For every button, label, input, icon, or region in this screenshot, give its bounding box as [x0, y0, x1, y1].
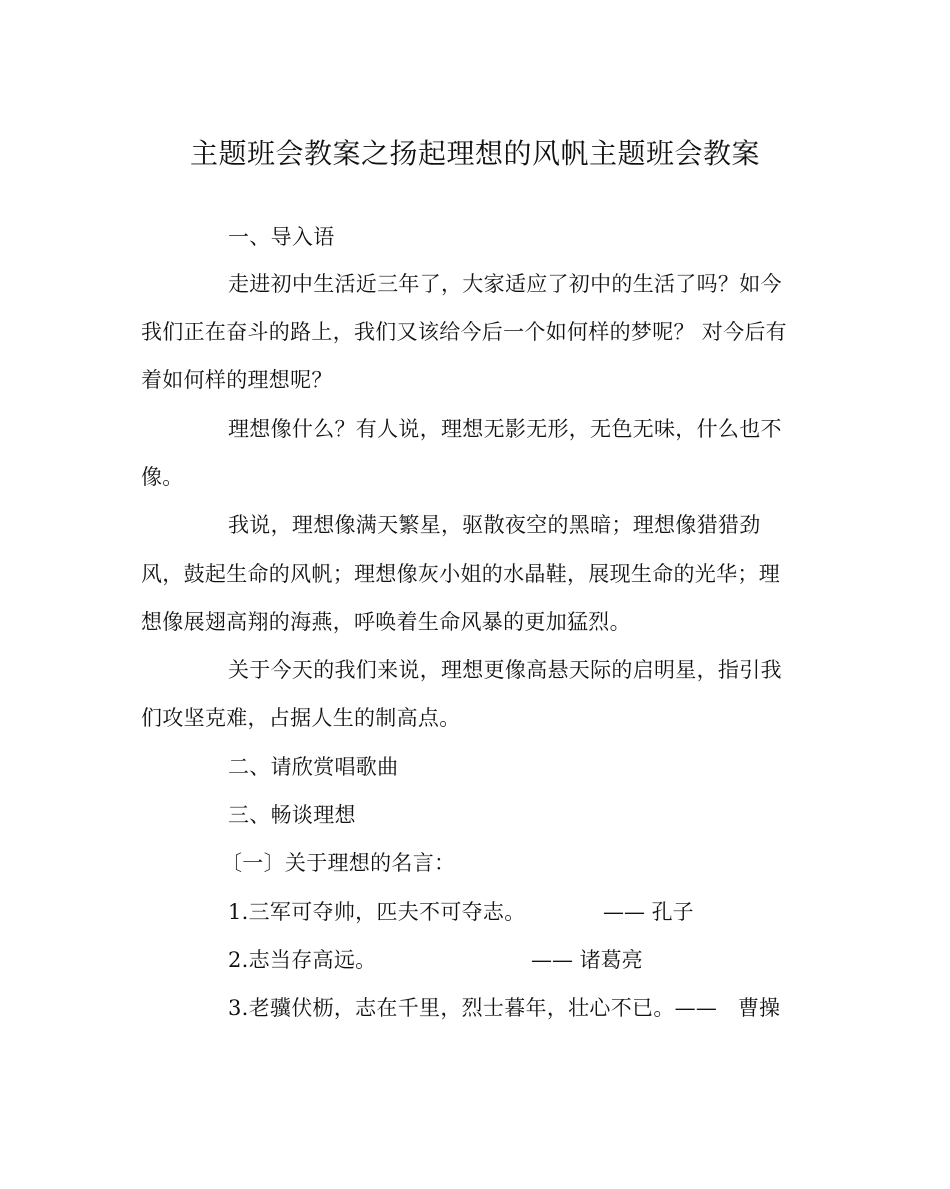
- quote-text: 3.老骥伏枥，志在千里，烈士暮年，壮心不已。——: [228, 996, 718, 1020]
- paragraph-line: 我说，理想像满天繁星，驱散夜空的黑暗；理想像猎猎劲: [228, 513, 761, 537]
- section-heading-intro: 一、导入语: [228, 225, 335, 249]
- paragraph-line: 走进初中生活近三年了，大家适应了初中的生活了吗？如今: [228, 272, 782, 296]
- quote-text: 1.三军可夺帅，匹夫不可夺志。: [228, 900, 526, 924]
- paragraph-line: 想像展翅高翔的海燕，呼唤着生命风暴的更加猛烈。: [141, 610, 631, 634]
- paragraph-line: 像。: [141, 465, 184, 489]
- quote-author: —— 孔子: [603, 900, 694, 924]
- section-heading-ideals: 三、畅谈理想: [228, 803, 356, 827]
- section-heading-song: 二、请欣赏唱歌曲: [228, 755, 399, 779]
- quote-author: 曹操: [738, 996, 780, 1020]
- paragraph-line: 理想像什么？有人说，理想无影无形，无色无味，什么也不: [228, 417, 782, 441]
- document-title: 主题班会教案之扬起理想的风帆主题班会教案: [189, 137, 760, 170]
- paragraph-line: 风，鼓起生命的风帆；理想像灰小姐的水晶鞋，展现生命的光华；理: [141, 562, 780, 586]
- paragraph-line: 们攻坚克难，占据人生的制高点。: [141, 706, 461, 730]
- subsection-heading-quotes: 〔一〕关于理想的名言：: [221, 851, 456, 875]
- quote-text: 2.志当存高远。: [228, 948, 377, 972]
- quote-author: —— 诸葛亮: [531, 948, 643, 972]
- paragraph-line: 着如何样的理想呢？: [141, 368, 333, 392]
- paragraph-line: 我们正在奋斗的路上，我们又该给今后一个如何样的梦呢？ 对今后有: [141, 320, 787, 344]
- paragraph-line: 关于今天的我们来说，理想更像高悬天际的启明星，指引我: [228, 658, 782, 682]
